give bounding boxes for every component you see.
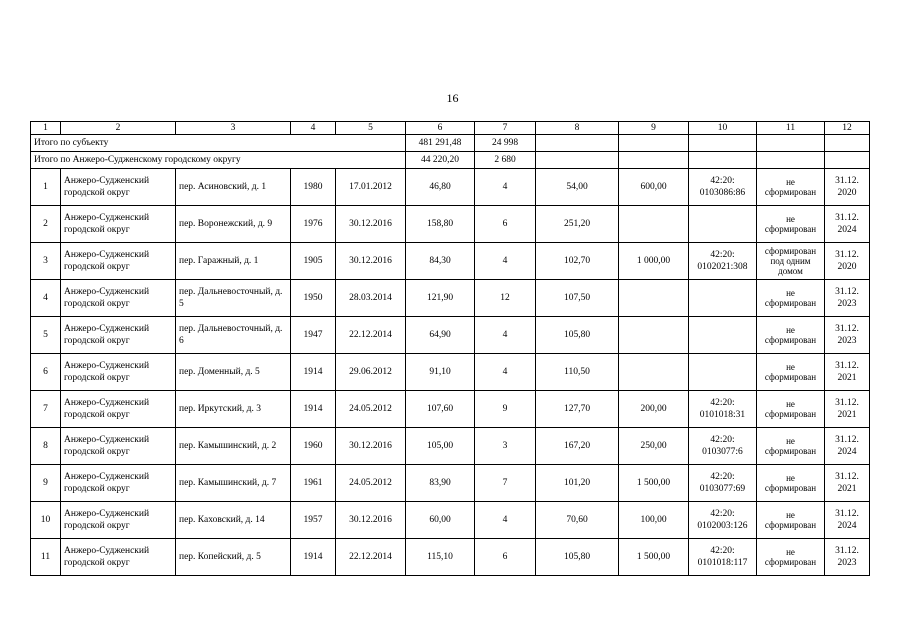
municipality-cell: Анжеро-Судженский городской округ [61,465,176,502]
page-number: 16 [446,91,459,105]
total-area: 481 291,48 [406,135,475,152]
land-status-cell: не сформирован [757,206,825,243]
people-cell: 4 [475,502,536,539]
column8-cell: 167,20 [536,428,619,465]
address-cell: пер. Камышинский, д. 2 [176,428,291,465]
municipality-cell: Анжеро-Судженский городской округ [61,317,176,354]
deadline-cell: 31.12. 2023 [825,317,870,354]
land-status-cell: не сформирован [757,465,825,502]
column8-cell: 105,80 [536,539,619,576]
land-status-cell: не сформирован [757,317,825,354]
date-cell: 30.12.2016 [336,502,406,539]
people-cell: 4 [475,169,536,206]
land-status-cell: не сформирован [757,391,825,428]
year-cell: 1947 [291,317,336,354]
column9-cell [619,354,689,391]
deadline-cell: 31.12. 2024 [825,206,870,243]
table-row [31,206,870,243]
column8-cell: 107,50 [536,280,619,317]
address-cell: пер. Копейский, д. 5 [176,539,291,576]
column9-cell [619,280,689,317]
address-cell: пер. Доменный, д. 5 [176,354,291,391]
cadastral-number-cell [689,317,757,354]
date-cell: 24.05.2012 [336,465,406,502]
table-row [31,280,870,317]
row-number: 7 [31,391,61,428]
column8-cell: 127,70 [536,391,619,428]
row-number: 11 [31,539,61,576]
row-number: 6 [31,354,61,391]
date-cell: 30.12.2016 [336,428,406,465]
address-cell: пер. Иркутский, д. 3 [176,391,291,428]
people-cell: 6 [475,206,536,243]
cadastral-number-cell: 42:20: 0103077:6 [689,428,757,465]
row-number: 1 [31,169,61,206]
deadline-cell: 31.12. 2020 [825,169,870,206]
deadline-cell: 31.12. 2020 [825,243,870,280]
area-cell: 105,00 [406,428,475,465]
deadline-cell: 31.12. 2024 [825,428,870,465]
land-status-cell: не сформирован [757,354,825,391]
date-cell: 17.01.2012 [336,169,406,206]
column-number: 7 [475,122,536,135]
cadastral-number-cell: 42:20: 0102021:308 [689,243,757,280]
area-cell: 158,80 [406,206,475,243]
municipality-cell: Анжеро-Судженский городской округ [61,391,176,428]
row-number: 2 [31,206,61,243]
area-cell: 107,60 [406,391,475,428]
area-cell: 64,90 [406,317,475,354]
address-cell: пер. Каховский, д. 14 [176,502,291,539]
table-row [31,391,870,428]
address-cell: пер. Воронежский, д. 9 [176,206,291,243]
column-number: 11 [757,122,825,135]
municipality-cell: Анжеро-Судженский городской округ [61,169,176,206]
area-cell: 115,10 [406,539,475,576]
column-number: 9 [619,122,689,135]
column-number: 10 [689,122,757,135]
table-row [31,169,870,206]
cadastral-number-cell: 42:20: 0101018:31 [689,391,757,428]
column-number: 5 [336,122,406,135]
total-label: Итого по Анжеро-Судженскому городскому округу [31,152,406,169]
column8-cell: 54,00 [536,169,619,206]
deadline-cell: 31.12. 2021 [825,465,870,502]
area-cell: 91,10 [406,354,475,391]
column9-cell: 250,00 [619,428,689,465]
date-cell: 24.05.2012 [336,391,406,428]
column-number-row [31,122,870,135]
column8-cell: 251,20 [536,206,619,243]
column8-cell: 110,50 [536,354,619,391]
land-status-cell: не сформирован [757,169,825,206]
people-cell: 6 [475,539,536,576]
people-cell: 3 [475,428,536,465]
deadline-cell: 31.12. 2023 [825,539,870,576]
date-cell: 22.12.2014 [336,539,406,576]
municipality-cell: Анжеро-Судженский городской округ [61,243,176,280]
table-row [31,465,870,502]
column8-cell: 105,80 [536,317,619,354]
column-number: 2 [61,122,176,135]
row-number: 3 [31,243,61,280]
people-cell: 4 [475,243,536,280]
area-cell: 121,90 [406,280,475,317]
deadline-cell: 31.12. 2024 [825,502,870,539]
column9-cell [619,317,689,354]
municipality-cell: Анжеро-Судженский городской округ [61,354,176,391]
year-cell: 1914 [291,391,336,428]
column9-cell: 600,00 [619,169,689,206]
row-number: 4 [31,280,61,317]
year-cell: 1976 [291,206,336,243]
column9-cell: 1 500,00 [619,465,689,502]
row-number: 10 [31,502,61,539]
cadastral-number-cell [689,354,757,391]
address-cell: пер. Гаражный, д. 1 [176,243,291,280]
date-cell: 29.06.2012 [336,354,406,391]
table-row [31,243,870,280]
people-cell: 9 [475,391,536,428]
deadline-cell: 31.12. 2023 [825,280,870,317]
year-cell: 1960 [291,428,336,465]
people-cell: 4 [475,354,536,391]
cadastral-number-cell: 42:20: 0102003:126 [689,502,757,539]
total-area: 44 220,20 [406,152,475,169]
column9-cell: 1 500,00 [619,539,689,576]
total-people: 24 998 [475,135,536,152]
date-cell: 28.03.2014 [336,280,406,317]
table-row [31,428,870,465]
year-cell: 1980 [291,169,336,206]
date-cell: 22.12.2014 [336,317,406,354]
row-number: 5 [31,317,61,354]
column-number: 12 [825,122,870,135]
table-row [31,354,870,391]
people-cell: 4 [475,317,536,354]
column9-cell [619,206,689,243]
column-number: 4 [291,122,336,135]
area-cell: 60,00 [406,502,475,539]
deadline-cell: 31.12. 2021 [825,354,870,391]
total-subject-row [31,135,870,152]
address-cell: пер. Камышинский, д. 7 [176,465,291,502]
total-district-row [31,152,870,169]
year-cell: 1914 [291,539,336,576]
municipality-cell: Анжеро-Судженский городской округ [61,206,176,243]
cadastral-number-cell [689,280,757,317]
year-cell: 1914 [291,354,336,391]
row-number: 8 [31,428,61,465]
people-cell: 12 [475,280,536,317]
total-people: 2 680 [475,152,536,169]
area-cell: 46,80 [406,169,475,206]
address-cell: пер. Дальневосточный, д. 5 [176,280,291,317]
column-number: 8 [536,122,619,135]
land-status-cell: не сформирован [757,502,825,539]
land-status-cell: не сформирован [757,428,825,465]
row-number: 9 [31,465,61,502]
land-status-cell: не сформирован [757,280,825,317]
table-row [31,502,870,539]
column8-cell: 101,20 [536,465,619,502]
address-cell: пер. Асиновский, д. 1 [176,169,291,206]
cadastral-number-cell [689,206,757,243]
year-cell: 1961 [291,465,336,502]
column9-cell: 1 000,00 [619,243,689,280]
column-number: 6 [406,122,475,135]
date-cell: 30.12.2016 [336,243,406,280]
column8-cell: 70,60 [536,502,619,539]
column9-cell: 100,00 [619,502,689,539]
year-cell: 1905 [291,243,336,280]
area-cell: 84,30 [406,243,475,280]
table-row [31,539,870,576]
housing-table [30,121,870,576]
area-cell: 83,90 [406,465,475,502]
address-cell: пер. Дальневосточный, д. 6 [176,317,291,354]
table-row [31,317,870,354]
column9-cell: 200,00 [619,391,689,428]
cadastral-number-cell: 42:20: 0103086:86 [689,169,757,206]
year-cell: 1957 [291,502,336,539]
land-status-cell: не сформирован [757,539,825,576]
column-number: 1 [31,122,61,135]
municipality-cell: Анжеро-Судженский городской округ [61,502,176,539]
total-label: Итого по субъекту [31,135,406,152]
year-cell: 1950 [291,280,336,317]
municipality-cell: Анжеро-Судженский городской округ [61,280,176,317]
cadastral-number-cell: 42:20: 0101018:117 [689,539,757,576]
municipality-cell: Анжеро-Судженский городской округ [61,428,176,465]
column-number: 3 [176,122,291,135]
deadline-cell: 31.12. 2021 [825,391,870,428]
people-cell: 7 [475,465,536,502]
land-status-cell: сформирован под одним домом [757,243,825,280]
date-cell: 30.12.2016 [336,206,406,243]
municipality-cell: Анжеро-Судженский городской округ [61,539,176,576]
column8-cell: 102,70 [536,243,619,280]
cadastral-number-cell: 42:20: 0103077:69 [689,465,757,502]
